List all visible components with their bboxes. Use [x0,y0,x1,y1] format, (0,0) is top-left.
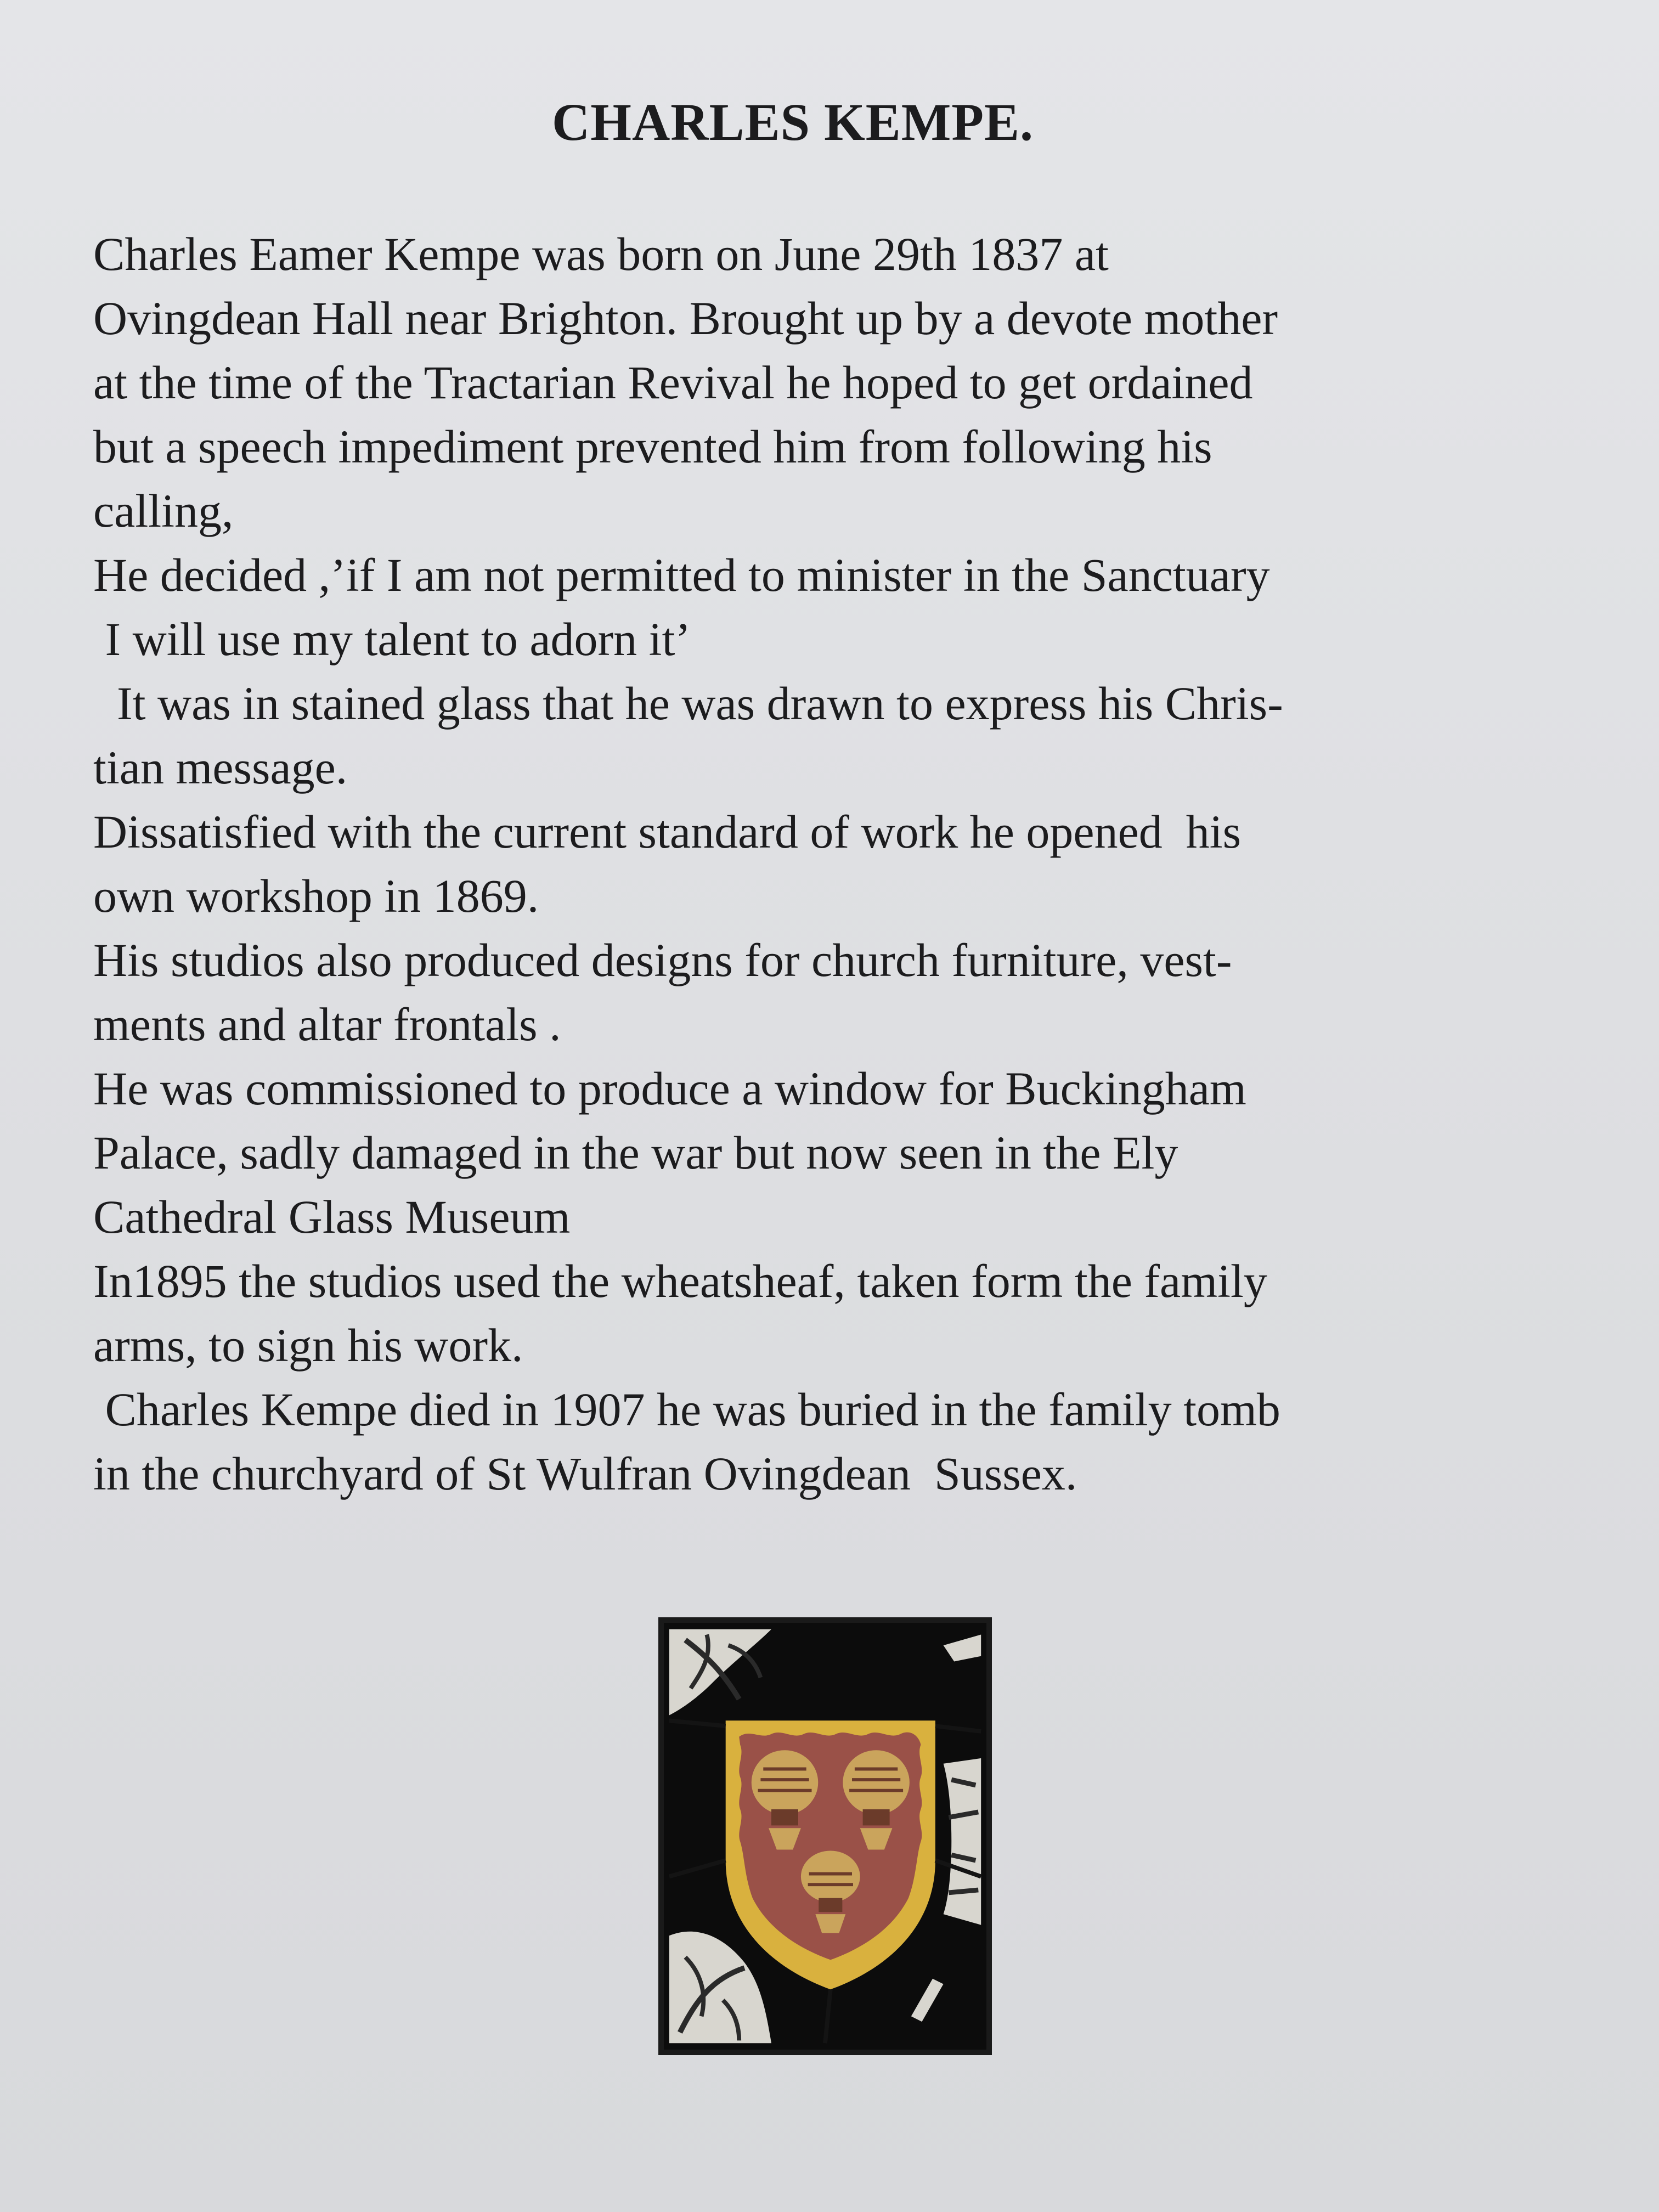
text-line: I will use my talent to adorn it’ [93,613,691,665]
text-line: at the time of the Tractarian Revival he hoped to get ordained [93,356,1253,409]
text-line: His studios also produced designs for church furniture, vest- [93,934,1232,986]
text-line: arms, to sign his work. [93,1319,523,1372]
text-line: Cathedral Glass Museum [93,1190,571,1243]
stained-glass-emblem [664,1623,986,2050]
text-line: tian message. [93,741,348,794]
foliage-bottom-left [669,1932,771,2044]
text-line: He decided ,’if I am not permitted to minister in the Sanctuary [93,549,1270,601]
text-line: Dissatisfied with the current standard of work he opened his [93,805,1242,858]
text-line: In1895 the studios used the wheatsheaf, taken form the family [93,1255,1267,1307]
body-text [93,222,1564,1506]
foliage-top-left [669,1629,771,1716]
text-line: calling, [93,484,234,537]
page-title: CHARLES KEMPE. [551,93,1034,151]
text-line: Palace, sadly damaged in the war but now seen in the Ely [93,1126,1178,1179]
text-line: Charles Eamer Kempe was born on June 29th 1837 at [93,228,1109,280]
text-line: in the churchyard of St Wulfran Ovingdean Sussex. [93,1447,1077,1500]
wheatsheaf-shield-icon [658,1617,992,2055]
text-line: own workshop in 1869. [93,870,539,922]
text-line: ments and altar frontals . [93,998,561,1051]
text-line: Ovingdean Hall near Brighton. Brought up by a devote mother [93,292,1278,345]
text-line: but a speech impediment prevented him from following his [93,420,1212,473]
text-line: Charles Kempe died in 1907 he was buried in the family tomb [93,1383,1280,1436]
text-line: It was in stained glass that he was drawn to express his Chris- [93,677,1283,730]
text-line: He was commissioned to produce a window for Buckingham [93,1062,1246,1115]
